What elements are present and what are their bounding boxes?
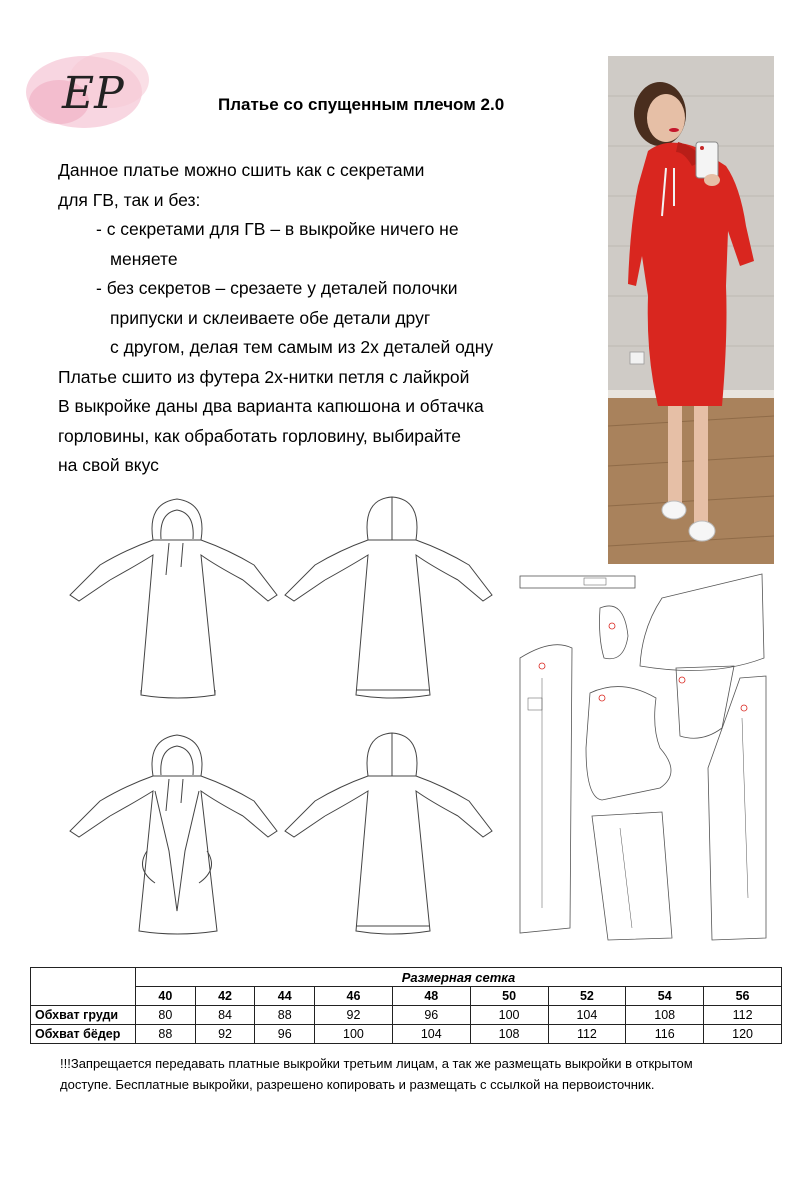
- table-cell: 88: [255, 1006, 315, 1025]
- size-header: 40: [136, 987, 196, 1006]
- pattern-piece-facing: [600, 606, 629, 659]
- copyright-notice: !!!Запрещается передавать платные выкройки третьим лицам, а так же размещать выкройки в открытом доступе. Бесплатные выкройки, разрешено копировать и размещать с ссылкой на первоисточник.: [60, 1056, 693, 1092]
- size-header: 44: [255, 987, 315, 1006]
- table-header-row: [31, 987, 782, 1006]
- description-line: - с секретами для ГВ – в выкройке ничего не: [96, 219, 459, 239]
- size-header: 56: [704, 987, 782, 1006]
- model-photo: [608, 56, 774, 564]
- table-cell: 104: [548, 1006, 626, 1025]
- pattern-piece-sleeve: [592, 812, 672, 940]
- pattern-strip: [520, 576, 635, 588]
- table-cell: 116: [626, 1025, 704, 1044]
- table-row: [31, 1006, 782, 1025]
- description-line: Платье сшито из футера 2х-нитки петля с лайкрой: [58, 366, 470, 387]
- size-header: 50: [470, 987, 548, 1006]
- technical-sketches: [65, 495, 495, 945]
- table-cell: 104: [392, 1025, 470, 1044]
- table-cell: 108: [470, 1025, 548, 1044]
- pattern-piece-pocket: [676, 666, 734, 738]
- description-line: припуски и склеиваете обе детали друг: [110, 307, 431, 328]
- description-line: В выкройке даны два варианта капюшона и обтачка: [58, 396, 484, 416]
- table-cell: 88: [136, 1025, 196, 1044]
- description-line: горловины, как обработать горловину, выбирайте: [58, 425, 462, 446]
- table-cell: 96: [255, 1025, 315, 1044]
- logo-monogram: ЕР: [62, 68, 124, 119]
- table-cell: 100: [315, 1025, 393, 1044]
- table-cell: 112: [548, 1025, 626, 1044]
- description-line: Данное платье можно сшить как с секретами: [58, 160, 425, 180]
- size-header: 42: [195, 987, 255, 1006]
- description-line: - без секретов – срезаете у деталей полочки: [96, 278, 458, 298]
- table-caption-row: [31, 968, 782, 987]
- table-cell: 80: [136, 1006, 196, 1025]
- sketch-back-hood: [285, 497, 492, 698]
- table-cell: 100: [470, 1006, 548, 1025]
- pattern-piece-front: [520, 645, 572, 933]
- table-cell: 96: [392, 1006, 470, 1025]
- description-line: на свой вкус: [58, 455, 159, 475]
- description: [58, 156, 603, 481]
- pattern-piece-side: [586, 687, 671, 800]
- description-line: меняете: [110, 248, 178, 269]
- table-cell: 108: [626, 1006, 704, 1025]
- size-header: 52: [548, 987, 626, 1006]
- pattern-piece-hood: [640, 574, 764, 671]
- sketch-front-pockets: [70, 735, 277, 934]
- table-row: [31, 1025, 782, 1044]
- size-header: 48: [392, 987, 470, 1006]
- pattern-piece-back: [708, 676, 766, 940]
- description-line: для ГВ, так и без:: [58, 189, 201, 210]
- logo-watercolor: [14, 40, 164, 140]
- size-table-caption: Размерная сетка: [136, 968, 782, 987]
- pattern-layout: [512, 568, 774, 946]
- table-cell: 84: [195, 1006, 255, 1025]
- page-title: Платье со спущенным плечом 2.0: [218, 95, 505, 114]
- table-cell: 92: [315, 1006, 393, 1025]
- table-cell: 120: [704, 1025, 782, 1044]
- description-line: с другом, делая тем самым из 2х деталей одну: [110, 337, 494, 357]
- size-header: 54: [626, 987, 704, 1006]
- size-header: 46: [315, 987, 393, 1006]
- table-cell: 92: [195, 1025, 255, 1044]
- row-label-hips: Обхват бёдер: [31, 1025, 136, 1044]
- row-label-chest: Обхват груди: [31, 1006, 136, 1025]
- size-table: [30, 967, 782, 1044]
- sketch-front-hood: [70, 499, 277, 698]
- table-cell: 112: [704, 1006, 782, 1025]
- sketch-back-plain: [285, 733, 492, 934]
